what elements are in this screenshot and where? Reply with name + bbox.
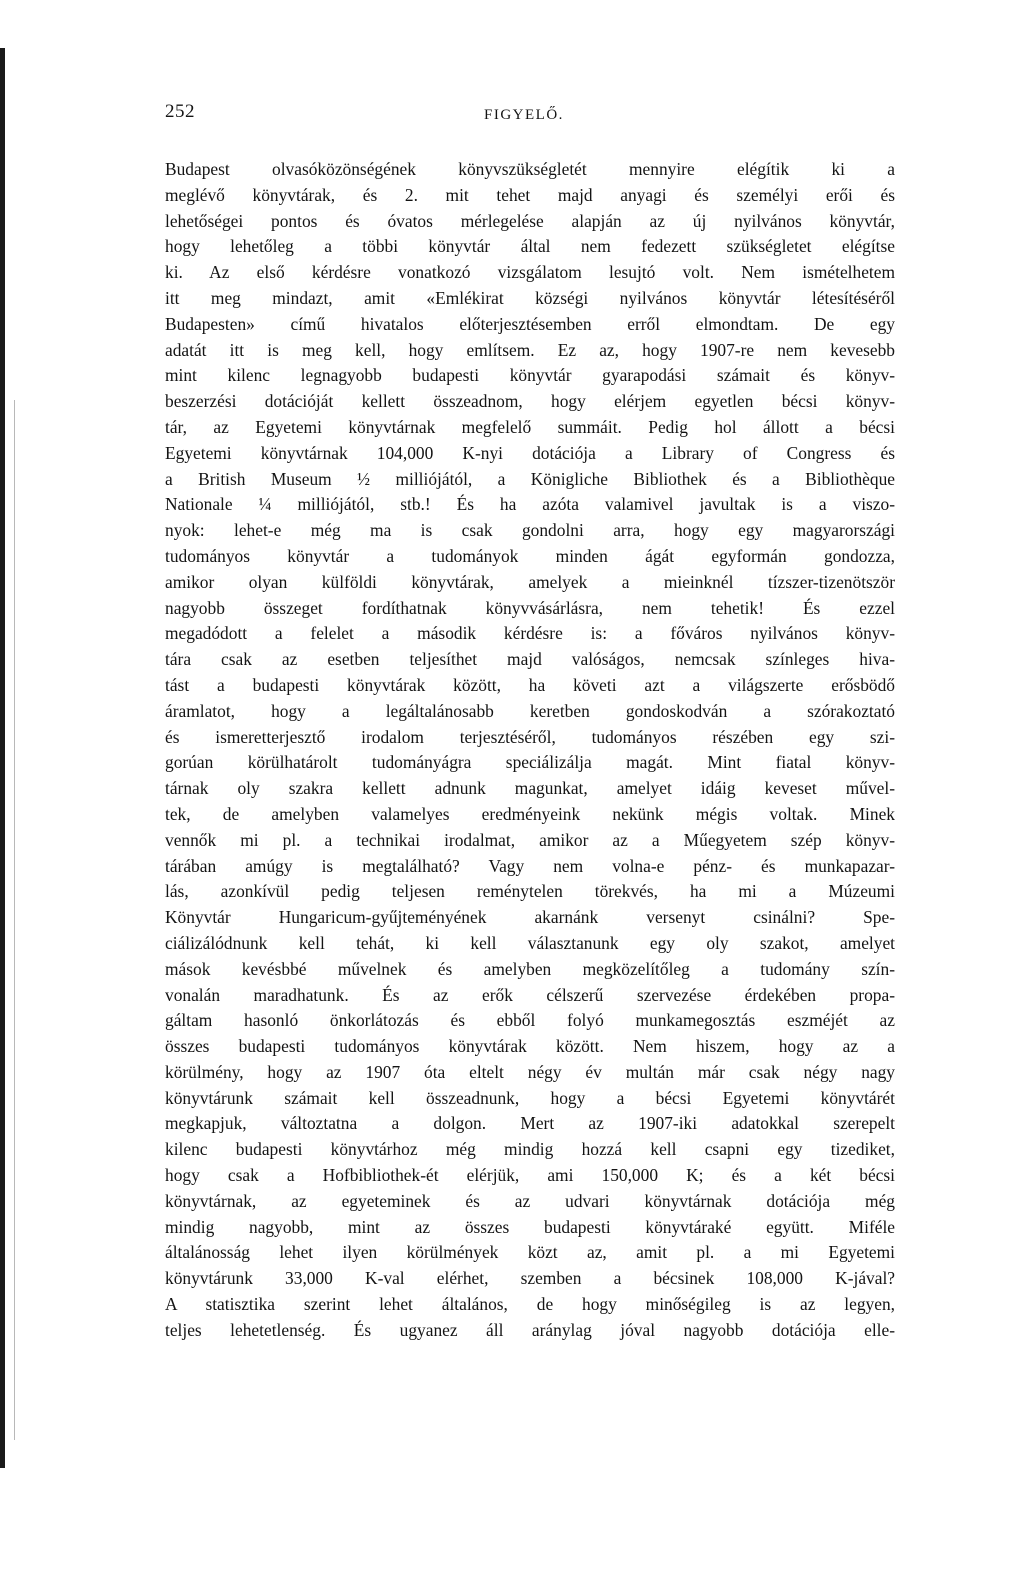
text-line: tára csak az esetben teljesíthet majd valóságos, nemcsak színleges hiva- bbox=[165, 649, 895, 670]
text-line: mások kevésbbé művelnek és amelyben megközelítőleg a tudomány szín- bbox=[165, 958, 895, 979]
text-line: meglévő könyvtárak, és 2. mit tehet majd anyagi és személyi erői és bbox=[165, 184, 895, 205]
body-text bbox=[165, 157, 895, 1344]
text-line: összes budapesti tudományos könyvtárak között. Nem hiszem, hogy az a bbox=[165, 1036, 895, 1057]
text-line: nagyobb összeget fordíthatnak könyvvásárlásra, nem tehetik! És ezzel bbox=[165, 597, 895, 618]
text-line: körülmény, hogy az 1907 óta eltelt négy év multán már csak négy nagy bbox=[165, 1061, 895, 1082]
text-line: mindig nagyobb, mint az összes budapesti könyvtáraké együtt. Miféle bbox=[165, 1216, 895, 1237]
text-line: lehetőségei pontos és óvatos mérlegelése alapján az új nyilvános könyvtár, bbox=[165, 210, 895, 231]
text-line: beszerzési dotációját kellett összeadnom, hogy elérjem egyetlen bécsi könyv- bbox=[165, 391, 895, 412]
text-line: ciálizálódnunk kell tehát, ki kell választanunk egy oly szakot, amelyet bbox=[165, 932, 895, 953]
text-line: megkapjuk, változtatna a dolgon. Mert az 1907-iki adatokkal szerepelt bbox=[165, 1113, 895, 1134]
text-line: vonalán maradhatunk. És az erők célszerű szervezése érdekében propa- bbox=[165, 984, 895, 1005]
binding-edge-shadow bbox=[14, 400, 15, 1440]
text-line: tár, az Egyetemi könyvtárnak megfelelő summáit. Pedig hol állott a bécsi bbox=[165, 416, 895, 437]
text-line: Nationale ¼ milliójától, stb.! És ha azóta valamivel javultak is a viszo- bbox=[165, 494, 895, 515]
text-line: tárában amúgy is megtalálható? Vagy nem volna-e pénz- és munkapazar- bbox=[165, 855, 895, 876]
text-line: és ismeretterjesztő irodalom terjesztéséről, tudományos részében egy szi- bbox=[165, 726, 895, 747]
binding-edge-line bbox=[0, 48, 5, 1468]
text-line: Budapesten» című hivatalos előterjesztésemben erről elmondtam. De egy bbox=[165, 313, 895, 334]
text-line: vennők mi pl. a technikai irodalmat, amikor az a Műegyetem szép könyv- bbox=[165, 829, 895, 850]
text-line: Budapest olvasóközönségének könyvszükségletét mennyire elégítik ki a bbox=[165, 159, 895, 179]
text-line: Könyvtár Hungaricum-gyűjteményének akarnánk versenyt csinálni? Spe- bbox=[165, 907, 895, 928]
text-line: ki. Az első kérdésre vonatkozó vizsgálatom lesujtó volt. Nem ismételhetem bbox=[165, 262, 895, 283]
text-line: megadódott a felelet a második kérdésre is: a főváros nyilvános könyv- bbox=[165, 623, 895, 644]
text-line: itt meg mindazt, amit «Emlékirat községi nyilvános könyvtár létesítéséről bbox=[165, 287, 895, 308]
text-line: amikor olyan külföldi könyvtárak, amelyek a mieinknél tízszer-tizenötször bbox=[165, 571, 895, 592]
text-line: gáltam hasonló önkorlátozás és ebből folyó munkamegosztás eszméjét az bbox=[165, 1010, 895, 1031]
text-line: Egyetemi könyvtárnak 104,000 K-nyi dotációja a Library of Congress és bbox=[165, 442, 895, 463]
text-line: hogy lehetőleg a többi könyvtár által nem fedezett szükségletet elégítse bbox=[165, 236, 895, 257]
text-line: nyok: lehet-e még ma is csak gondolni arra, hogy egy magyarországi bbox=[165, 520, 895, 541]
text-line: tást a budapesti könyvtárak között, ha követi azt a világszerte erősbödő bbox=[165, 674, 895, 695]
text-line: tek, de amelyben valamelyes eredményeink nekünk mégis voltak. Minek bbox=[165, 803, 895, 824]
text-line: mint kilenc legnagyobb budapesti könyvtár gyarapodási számait és könyv- bbox=[165, 365, 895, 386]
text-line: lás, azonkívül pedig teljesen reménytelen törekvés, ha mi a Múzeumi bbox=[165, 881, 895, 902]
text-line: teljes lehetetlenség. És ugyanez áll aránylag jóval nagyobb dotációja elle- bbox=[165, 1319, 895, 1340]
text-line: kilenc budapesti könyvtárhoz még mindig hozzá kell csapni egy tizediket, bbox=[165, 1139, 895, 1160]
text-line: A statisztika szerint lehet általános, de hogy minőségileg is az legyen, bbox=[165, 1294, 895, 1315]
text-line: könyvtárunk számait kell összeadnunk, hogy a bécsi Egyetemi könyvtárét bbox=[165, 1087, 895, 1108]
text-line: könyvtárnak, az egyeteminek és az udvari könyvtárnak dotációja még bbox=[165, 1190, 895, 1211]
text-line: általánosság lehet ilyen körülmények közt az, amit pl. a mi Egyetemi bbox=[165, 1242, 895, 1263]
text-line: tárnak oly szakra kellett adnunk magunkat, amelyet idáig keveset művel- bbox=[165, 778, 895, 799]
text-line: áramlatot, hogy a legáltalánosabb keretben gondoskodván a szórakoztató bbox=[165, 700, 895, 721]
text-line: hogy csak a Hofbibliothek-ét elérjük, ami 150,000 K; és a két bécsi bbox=[165, 1165, 895, 1186]
text-line: könyvtárunk 33,000 K-val elérhet, szemben a bécsinek 108,000 K-jával? bbox=[165, 1268, 895, 1289]
text-line: a British Museum ½ milliójától, a Königliche Bibliothek és a Bibliothèque bbox=[165, 468, 895, 489]
text-line: gorúan körülhatárolt tudományágra speciálizálja magát. Mint fiatal könyv- bbox=[165, 752, 895, 773]
text-line: adatát itt is meg kell, hogy említsem. Ez az, hogy 1907-re nem kevesebb bbox=[165, 339, 895, 360]
page-number: 252 bbox=[165, 101, 195, 122]
running-head: FIGYELŐ. bbox=[484, 107, 564, 123]
text-line: tudományos könyvtár a tudományok minden ágát egyformán gondozza, bbox=[165, 545, 895, 566]
